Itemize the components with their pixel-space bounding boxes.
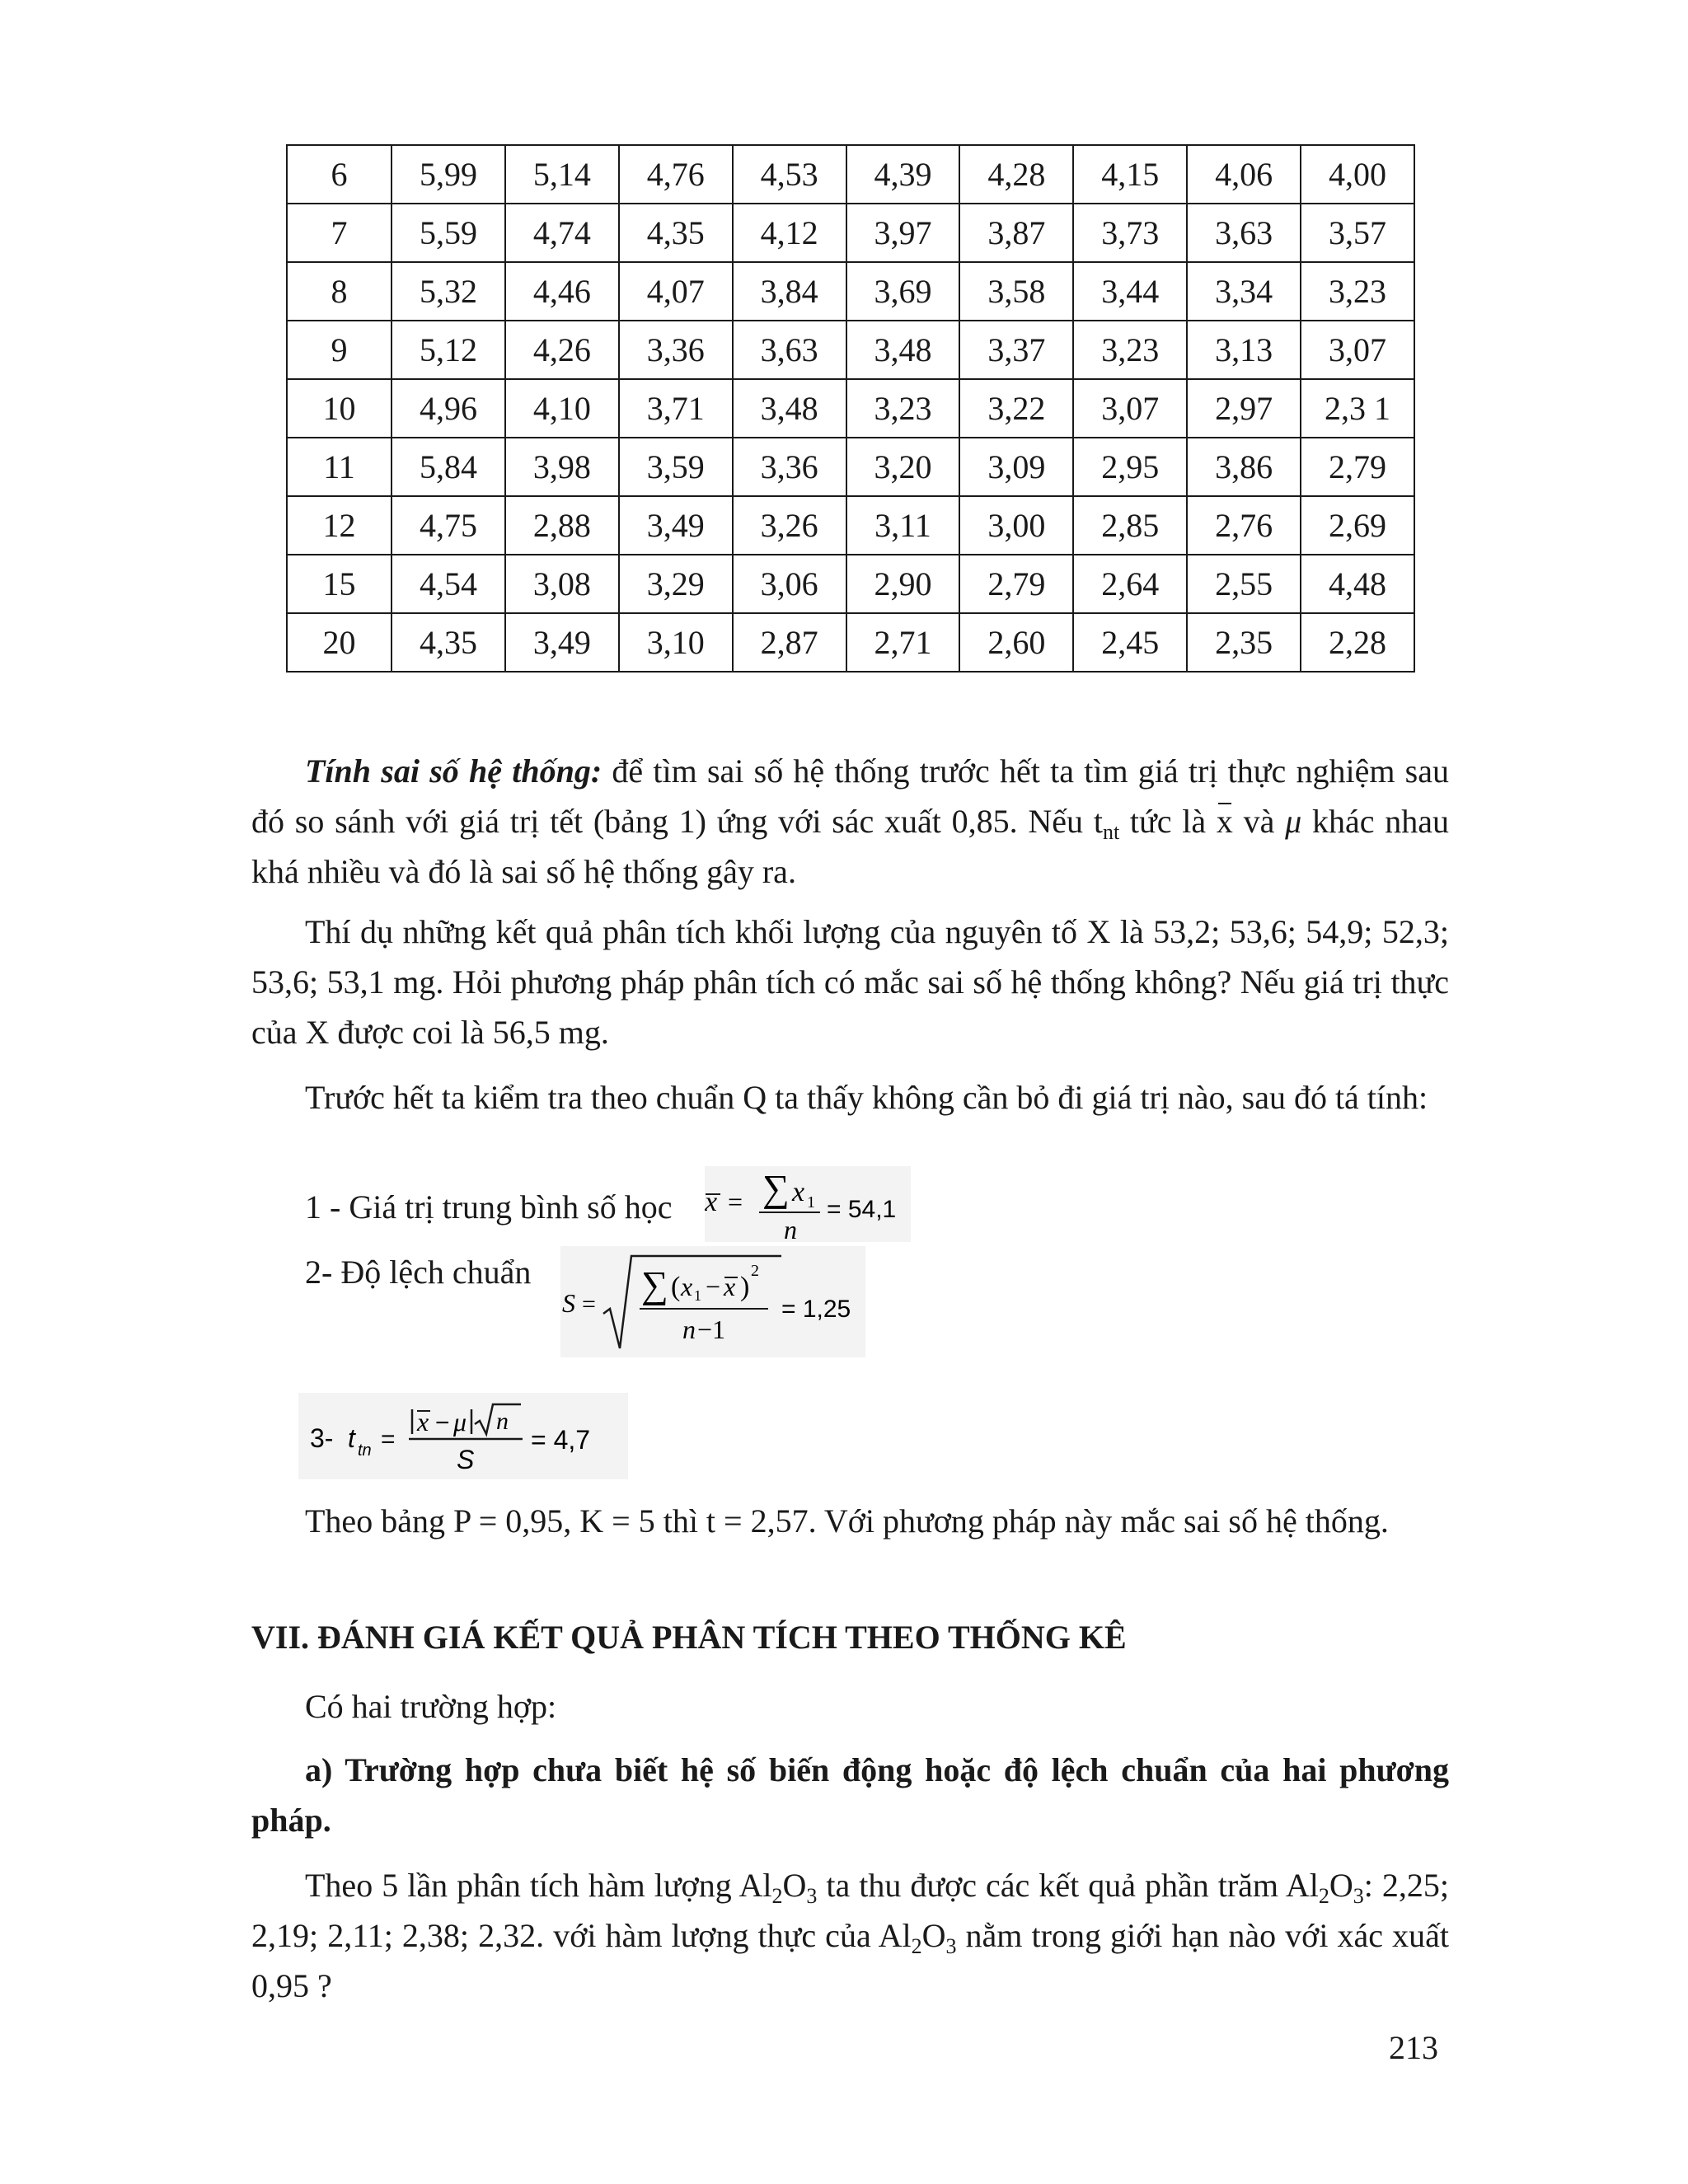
table-cell: 3,59 <box>619 438 733 496</box>
paragraph-al2o3: Theo 5 lần phân tích hàm lượng $Al_2O_3$ ta thu được các kết quả phần trăm $Al_2O_3$: 2,25; 2,19; 2,11; 2,38; 2,32. với hàm lượng thực của $Al_2O_3$ nằm trong giới hạn nào với xác xuất 0,95 ? <box>251 1867 1450 2004</box>
svg-text:x: x <box>681 1272 693 1301</box>
table-cell: 3,44 <box>1073 262 1187 321</box>
table-cell: 3,63 <box>733 321 846 379</box>
table-row <box>287 379 1414 438</box>
table-cell: 3,00 <box>959 496 1073 555</box>
table-cell: 4,54 <box>392 555 505 613</box>
table-cell: 4,96 <box>392 379 505 438</box>
sigma-icon: ∑ <box>641 1263 668 1305</box>
table-cell: 3,07 <box>1073 379 1187 438</box>
table-cell: 2,95 <box>1073 438 1187 496</box>
svg-text:x: x <box>724 1272 736 1301</box>
table-cell: 2,79 <box>959 555 1073 613</box>
table-cell: 3,09 <box>959 438 1073 496</box>
svg-text:x: x <box>417 1407 429 1436</box>
table-cell: 2,85 <box>1073 496 1187 555</box>
table-cell: 4,35 <box>392 613 505 672</box>
svg-text:2: 2 <box>751 1262 759 1280</box>
table-cell: 4,28 <box>959 145 1073 204</box>
table-cell: 2,97 <box>1187 379 1301 438</box>
table-cell: 3,49 <box>505 613 619 672</box>
table-cell: 2,69 <box>1301 496 1414 555</box>
table-row-header-cell: 6 <box>287 145 392 204</box>
table-cell: 2,45 <box>1073 613 1187 672</box>
table-cell: 3,58 <box>959 262 1073 321</box>
table-cell: 3,49 <box>619 496 733 555</box>
table-cell: 3,86 <box>1187 438 1301 496</box>
subheading-case-a: a) Trường hợp chưa biết hệ số biến động hoặc độ lệch chuẩn của hai phương pháp. <box>251 1751 1449 1839</box>
table-cell: 4,74 <box>505 204 619 262</box>
svg-text:t: t <box>348 1423 355 1453</box>
table-cell: 5,32 <box>392 262 505 321</box>
table-cell: 2,28 <box>1301 613 1414 672</box>
table-cell: 2,35 <box>1187 613 1301 672</box>
svg-text:x: x <box>792 1177 805 1207</box>
table-row <box>287 438 1414 496</box>
t-result: = 4,7 <box>531 1425 591 1455</box>
paragraph-two-cases: Có hai trường hợp: <box>305 1688 557 1725</box>
table-row-header-cell: 20 <box>287 613 392 672</box>
critical-values-table <box>286 144 1415 673</box>
paragraph-q-test: Trước hết ta kiểm tra theo chuẩn Q ta thấy không cần bỏ đi giá trị nào, sau đó tá tính: <box>305 1079 1428 1116</box>
table-cell: 3,08 <box>505 555 619 613</box>
sigma-icon: ∑ <box>762 1167 790 1209</box>
table-cell: 5,59 <box>392 204 505 262</box>
table-cell: 3,20 <box>846 438 960 496</box>
table-cell: 3,87 <box>959 204 1073 262</box>
svg-text:1: 1 <box>807 1193 815 1212</box>
stddev-result: = 1,25 <box>781 1296 851 1323</box>
table-row <box>287 262 1414 321</box>
svg-text:): ) <box>740 1272 750 1302</box>
table-cell: 4,53 <box>733 145 846 204</box>
table-cell: 4,46 <box>505 262 619 321</box>
table-cell: 3,48 <box>733 379 846 438</box>
table-cell: 4,15 <box>1073 145 1187 204</box>
table-cell: 3,71 <box>619 379 733 438</box>
table-cell: 4,76 <box>619 145 733 204</box>
table-cell: 4,48 <box>1301 555 1414 613</box>
section-heading: VII. ĐÁNH GIÁ KẾT QUẢ PHÂN TÍCH THEO THỐNG KÊ <box>251 1619 1127 1656</box>
table-cell: 3,26 <box>733 496 846 555</box>
table-cell: 3,23 <box>1301 262 1414 321</box>
stddev-formula <box>560 1246 865 1357</box>
table-cell: 3,69 <box>846 262 960 321</box>
table-cell: 4,26 <box>505 321 619 379</box>
table-cell: 3,73 <box>1073 204 1187 262</box>
svg-text:tn: tn <box>358 1441 372 1460</box>
table-cell: 3,11 <box>846 496 960 555</box>
mean-result: = 54,1 <box>827 1196 897 1223</box>
table-cell: 3,34 <box>1187 262 1301 321</box>
svg-text:−: − <box>706 1272 721 1301</box>
table-cell: 3,07 <box>1301 321 1414 379</box>
table-cell: 4,06 <box>1187 145 1301 204</box>
t-formula <box>298 1393 628 1479</box>
paragraph-conclusion: Theo bảng P = 0,95, K = 5 thì t = 2,57. Với phương pháp này mắc sai số hệ thống. <box>305 1502 1389 1540</box>
table-cell: 4,12 <box>733 204 846 262</box>
table-cell: 4,75 <box>392 496 505 555</box>
table-cell: 2,3 1 <box>1301 379 1414 438</box>
table-row-header-cell: 12 <box>287 496 392 555</box>
table-cell: 2,79 <box>1301 438 1414 496</box>
table-cell: 2,90 <box>846 555 960 613</box>
table-row <box>287 145 1414 204</box>
table-cell: 2,55 <box>1187 555 1301 613</box>
table-cell: 2,87 <box>733 613 846 672</box>
table-cell: 2,76 <box>1187 496 1301 555</box>
table-row <box>287 555 1414 613</box>
table-row-header-cell: 11 <box>287 438 392 496</box>
svg-text:S: S <box>562 1288 575 1318</box>
table-cell: 3,23 <box>846 379 960 438</box>
table-row <box>287 321 1414 379</box>
table-row <box>287 204 1414 262</box>
table-cell: 4,00 <box>1301 145 1414 204</box>
table-cell: 4,07 <box>619 262 733 321</box>
paragraph-systematic-error: Tính sai số hệ thống: để tìm sai số hệ thống trước hết ta tìm giá trị thực nghiệm sau đó so sánh với giá trị tết (bảng 1) ứng với sác xuất 0,85. Nếu $t_{nt}$ tức là x và μ khác nhau khá nhiều và đó là sai số hệ thống gây ra. <box>251 752 1449 890</box>
table-cell: 3,37 <box>959 321 1073 379</box>
table-cell: 5,99 <box>392 145 505 204</box>
mean-formula <box>705 1166 911 1242</box>
paragraph-example: Thí dụ những kết quả phân tích khối lượng của nguyên tố X là 53,2; 53,6; 54,9; 52,3; 53,6; 53,1 mg. Hỏi phương pháp phân tích có mắc sai số hệ thống không? Nếu giá trị thực của X được coi là 56,5 mg. <box>251 913 1449 1051</box>
table-cell: 5,12 <box>392 321 505 379</box>
table-cell: 3,10 <box>619 613 733 672</box>
svg-text:n: n <box>784 1215 797 1242</box>
table-row-header-cell: 7 <box>287 204 392 262</box>
table-cell: 4,10 <box>505 379 619 438</box>
term-lead: Tính sai số hệ thống: <box>305 752 603 790</box>
step2-label: 2- Độ lệch chuẩn <box>305 1254 532 1291</box>
table-cell: 5,84 <box>392 438 505 496</box>
table-row-header-cell: 10 <box>287 379 392 438</box>
table-cell: 3,84 <box>733 262 846 321</box>
table-cell: 2,71 <box>846 613 960 672</box>
svg-text:S: S <box>457 1445 475 1474</box>
table-cell: 2,88 <box>505 496 619 555</box>
mu-symbol: μ <box>1285 803 1302 840</box>
table-row-header-cell: 9 <box>287 321 392 379</box>
svg-text:=: = <box>582 1291 596 1318</box>
svg-text:n: n <box>682 1315 696 1344</box>
table-cell: 3,36 <box>619 321 733 379</box>
table-row-header-cell: 15 <box>287 555 392 613</box>
table-cell: 2,64 <box>1073 555 1187 613</box>
svg-text:=: = <box>728 1187 743 1216</box>
step1-label: 1 - Giá trị trung bình số học <box>305 1188 673 1226</box>
svg-text:(: ( <box>671 1272 681 1302</box>
table-cell: 3,22 <box>959 379 1073 438</box>
svg-text:=: = <box>381 1426 396 1453</box>
svg-text:−: − <box>435 1409 450 1436</box>
table-cell: 3,98 <box>505 438 619 496</box>
table-cell: 3,36 <box>733 438 846 496</box>
svg-text:−1: −1 <box>697 1315 726 1344</box>
step3-label: 3- <box>310 1423 334 1453</box>
table-cell: 3,97 <box>846 204 960 262</box>
table-cell: 3,63 <box>1187 204 1301 262</box>
formula-xbar: x <box>705 1187 718 1217</box>
table-row <box>287 613 1414 672</box>
table-row <box>287 496 1414 555</box>
svg-text:μ: μ <box>453 1407 467 1436</box>
table-cell: 5,14 <box>505 145 619 204</box>
table-cell: 3,06 <box>733 555 846 613</box>
table-cell: 4,35 <box>619 204 733 262</box>
table-row-header-cell: 8 <box>287 262 392 321</box>
table-cell: 3,23 <box>1073 321 1187 379</box>
table-cell: 2,60 <box>959 613 1073 672</box>
page-number: 213 <box>1389 2029 1438 2066</box>
svg-text:n: n <box>496 1408 509 1435</box>
table-cell: 3,29 <box>619 555 733 613</box>
svg-text:1: 1 <box>694 1287 701 1304</box>
table-cell: 3,57 <box>1301 204 1414 262</box>
x-bar-symbol: x <box>1217 796 1233 846</box>
table-cell: 4,39 <box>846 145 960 204</box>
table-cell: 3,48 <box>846 321 960 379</box>
table-cell: 3,13 <box>1187 321 1301 379</box>
